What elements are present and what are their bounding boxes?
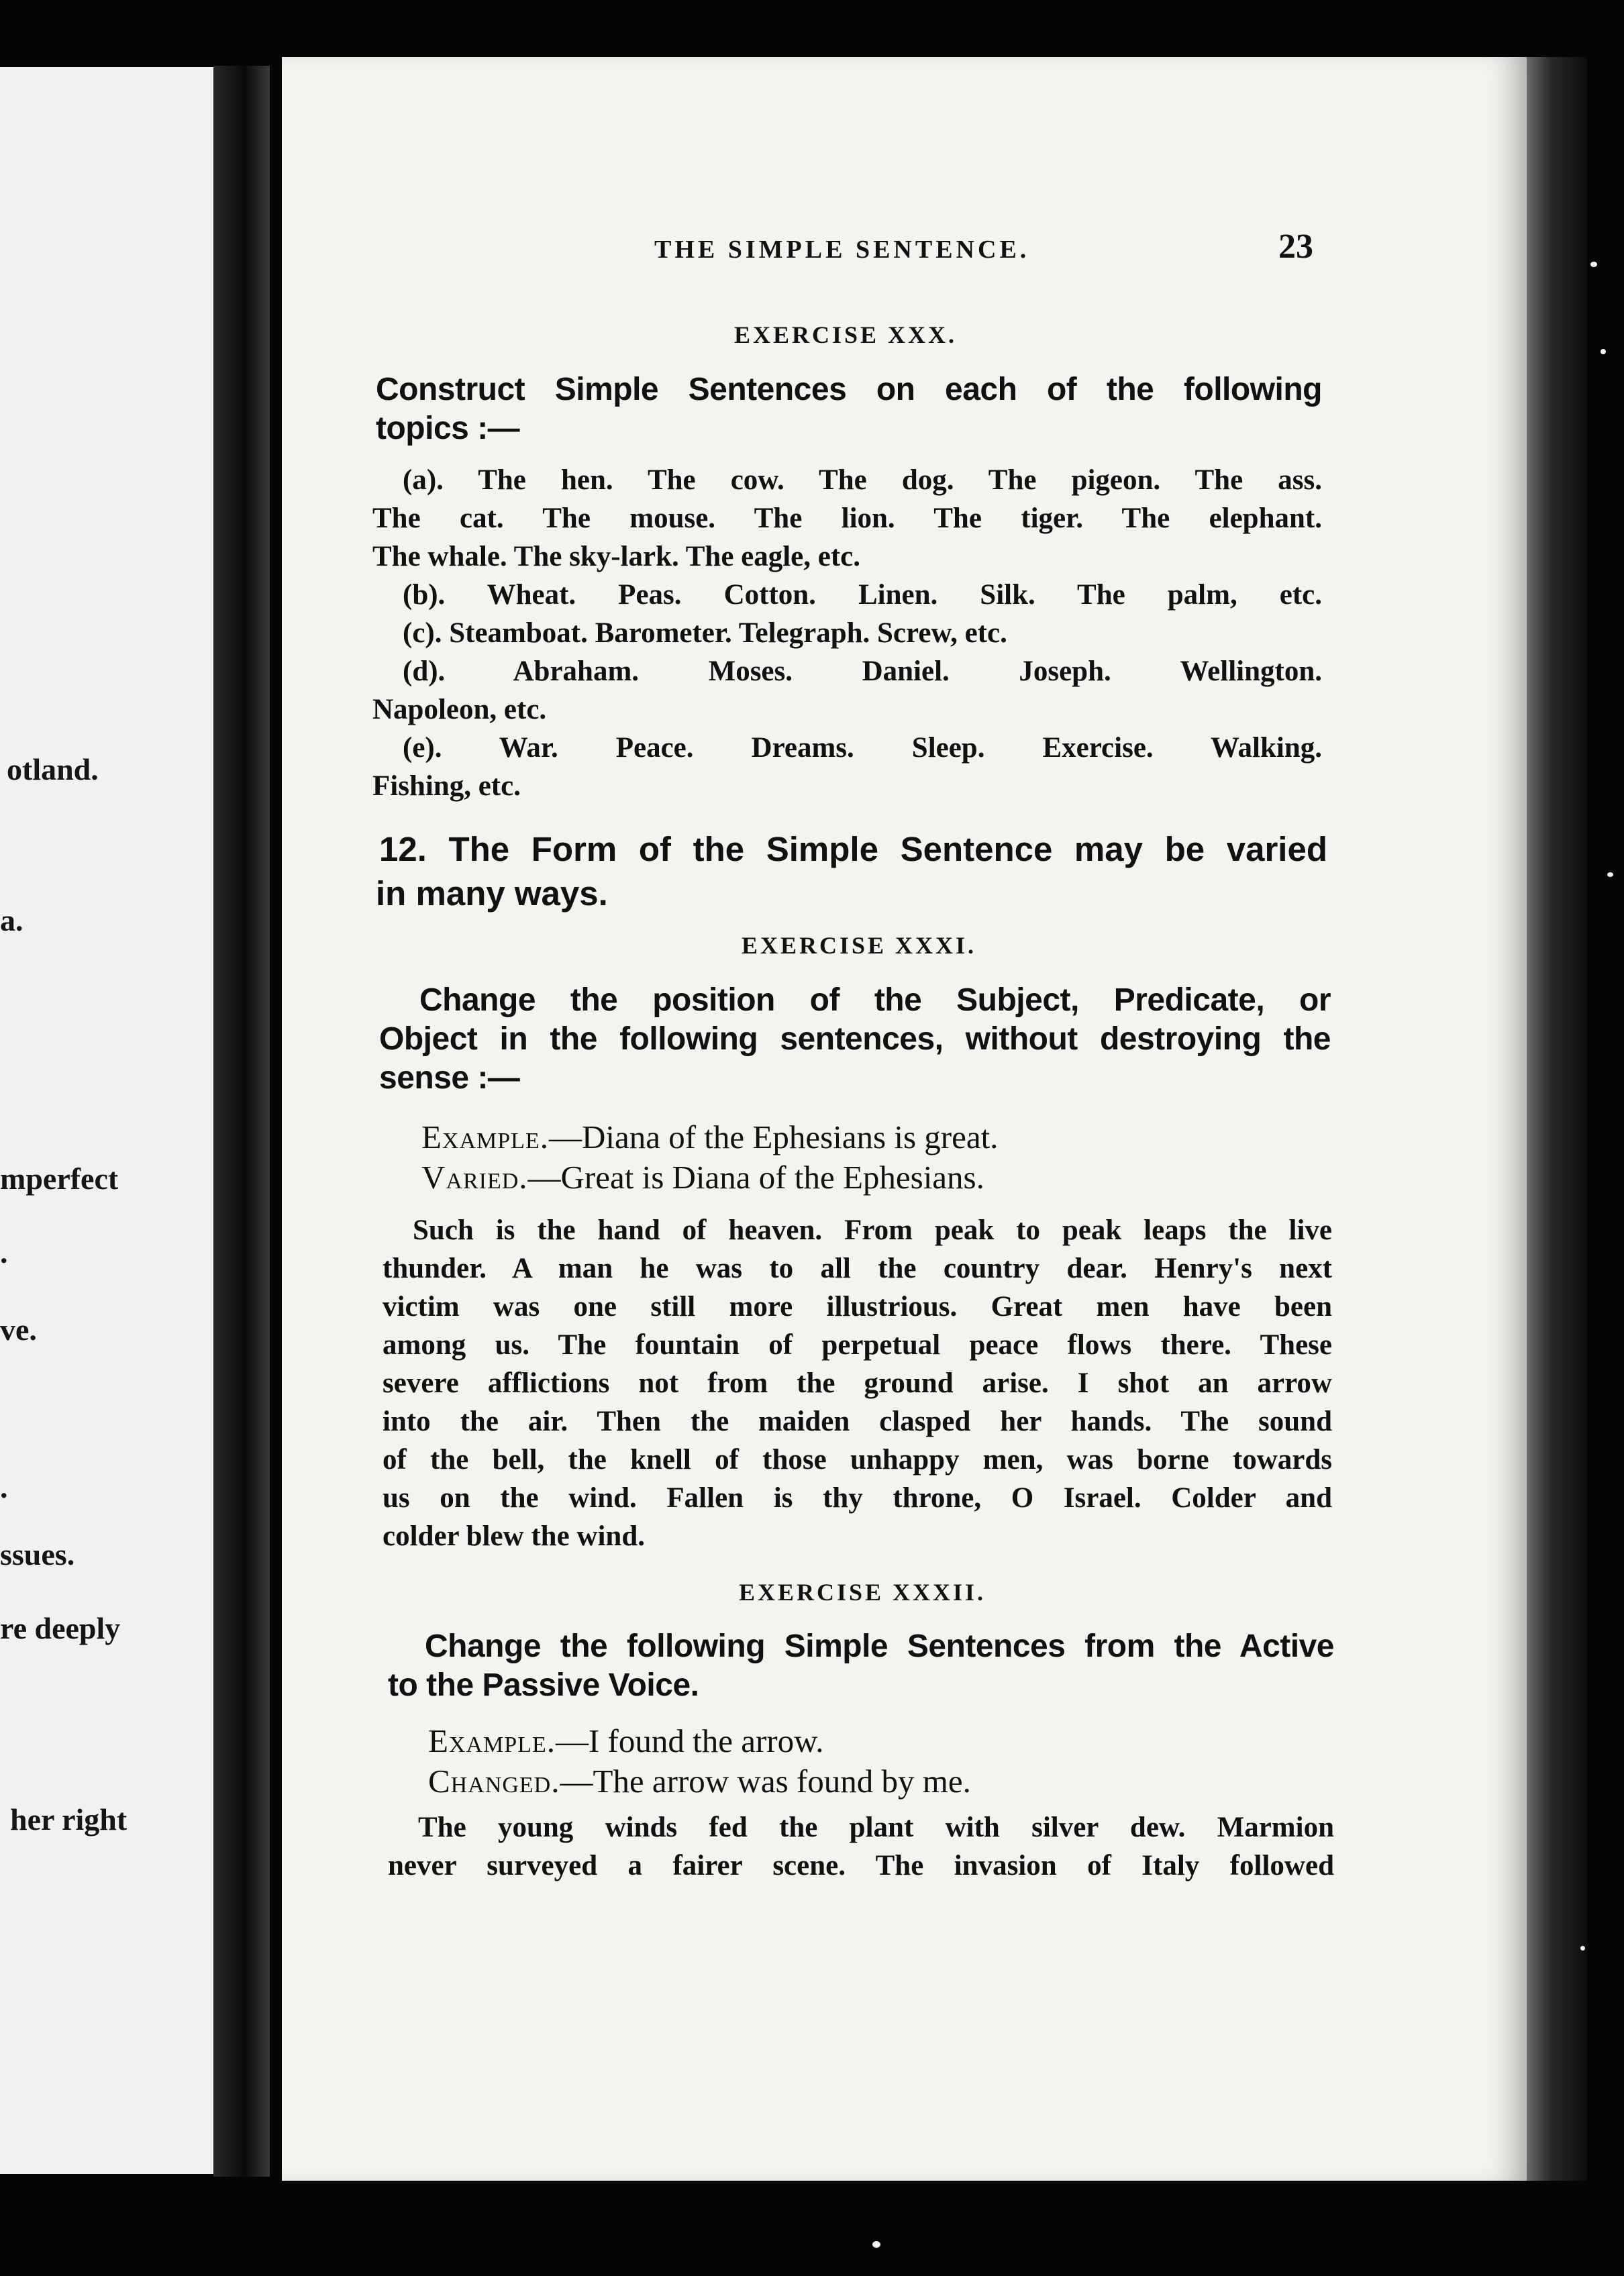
sentence-line: Such is the hand of heaven. From peak to peak leaps the live	[413, 1214, 1332, 1246]
exercise-title: EXERCISE XXXI.	[741, 932, 977, 959]
sentence-line: into the air. Then the maiden clasped her hands. The sound	[383, 1406, 1332, 1437]
exercise-title: EXERCISE XXXII.	[738, 1579, 986, 1606]
example-block	[421, 1117, 998, 1198]
changed-label: Changed.	[428, 1763, 560, 1800]
sentence-line: colder blew the wind.	[383, 1520, 645, 1552]
sentence-line: us on the wind. Fallen is thy throne, O Israel. Colder and	[383, 1482, 1332, 1514]
scan-speck	[1601, 349, 1606, 354]
fragment-line: .	[0, 1470, 8, 1504]
changed-text: —The arrow was found by me.	[560, 1763, 971, 1800]
instruction-line: to the Passive Voice.	[388, 1667, 699, 1703]
example-line	[421, 1117, 998, 1157]
fragment-line: .	[0, 1235, 8, 1270]
exercise-instruction	[379, 981, 1331, 1098]
topic-line: (d). Abraham. Moses. Daniel. Joseph. Wellington.	[403, 656, 1322, 687]
exercise-sentences	[388, 1808, 1334, 1885]
topic-line: Fishing, etc.	[372, 770, 521, 802]
sentence-line: thunder. A man he was to all the country dear. Henry's next	[383, 1253, 1332, 1284]
example-text: —I found the arrow.	[555, 1722, 824, 1759]
varied-line	[421, 1157, 998, 1198]
exercise-topics	[372, 461, 1322, 805]
exercise-instruction	[376, 370, 1322, 448]
instruction-line: Construct Simple Sentences on each of the following	[376, 372, 1322, 407]
topic-line: (e). War. Peace. Dreams. Sleep. Exercise. Walking.	[403, 732, 1322, 764]
example-text: —Diana of the Ephesians is great.	[548, 1119, 999, 1155]
fragment-line: re deeply	[0, 1611, 121, 1645]
page-number: 23	[1278, 227, 1313, 266]
example-block	[428, 1721, 971, 1802]
sentence-line: The young winds fed the plant with silver dew. Marmion	[418, 1812, 1334, 1843]
sentence-line: never surveyed a fairer scene. The invasion of Italy followed	[388, 1850, 1334, 1881]
scan-speck	[1580, 1946, 1585, 1951]
scan-speck	[1590, 262, 1597, 267]
instruction-line: Change the position of the Subject, Predicate, or	[419, 982, 1331, 1018]
fragment-line: a.	[0, 903, 23, 937]
example-line	[428, 1721, 971, 1761]
sentence-line: severe afflictions not from the ground arise. I shot an arrow	[383, 1367, 1332, 1399]
instruction-line: Change the following Simple Sentences from the Active	[425, 1628, 1334, 1664]
page-edge	[1527, 57, 1587, 2181]
exercise-instruction	[388, 1627, 1334, 1705]
book-gutter	[213, 66, 270, 2177]
section-12	[376, 827, 1327, 916]
scan-speck	[1607, 872, 1613, 877]
fragment-line: otland.	[7, 752, 99, 786]
instruction-line: topics :—	[376, 411, 520, 446]
section-line: 12. The Form of the Simple Sentence may be varied	[379, 830, 1327, 868]
topic-line: (b). Wheat. Peas. Cotton. Linen. Silk. The palm, etc.	[403, 579, 1322, 611]
instruction-line: Object in the following sentences, without destroying the	[379, 1021, 1331, 1057]
topic-line: (c). Steamboat. Barometer. Telegraph. Screw, etc.	[403, 617, 1007, 649]
topic-line: The cat. The mouse. The lion. The tiger. The elephant.	[372, 503, 1322, 534]
fragment-line: ssues.	[0, 1537, 75, 1571]
instruction-line: sense :—	[379, 1060, 520, 1096]
example-label: Example.	[428, 1722, 556, 1759]
topic-line: (a). The hen. The cow. The dog. The pigeon. The ass.	[403, 464, 1322, 496]
topic-line: The whale. The sky-lark. The eagle, etc.	[372, 541, 861, 572]
sentence-line: of the bell, the knell of those unhappy men, was borne towards	[383, 1444, 1332, 1476]
changed-line	[428, 1761, 971, 1802]
fragment-line: ve.	[0, 1312, 37, 1347]
exercise-title: EXERCISE XXX.	[733, 321, 958, 348]
fragment-line: her right	[10, 1802, 128, 1837]
example-label: Example.	[421, 1119, 549, 1155]
running-header: THE SIMPLE SENTENCE.	[654, 236, 1030, 264]
section-line: in many ways.	[376, 874, 608, 913]
exercise-sentences	[383, 1211, 1332, 1555]
varied-text: —Great is Diana of the Ephesians.	[527, 1159, 984, 1196]
varied-label: Varied.	[421, 1159, 528, 1196]
topic-line: Napoleon, etc.	[372, 694, 547, 725]
fragment-line: mperfect	[0, 1161, 119, 1196]
sentence-line: among us. The fountain of perpetual peace flows there. These	[383, 1329, 1332, 1361]
sentence-line: victim was one still more illustrious. Great men have been	[383, 1291, 1332, 1323]
scan-speck	[872, 2241, 880, 2248]
